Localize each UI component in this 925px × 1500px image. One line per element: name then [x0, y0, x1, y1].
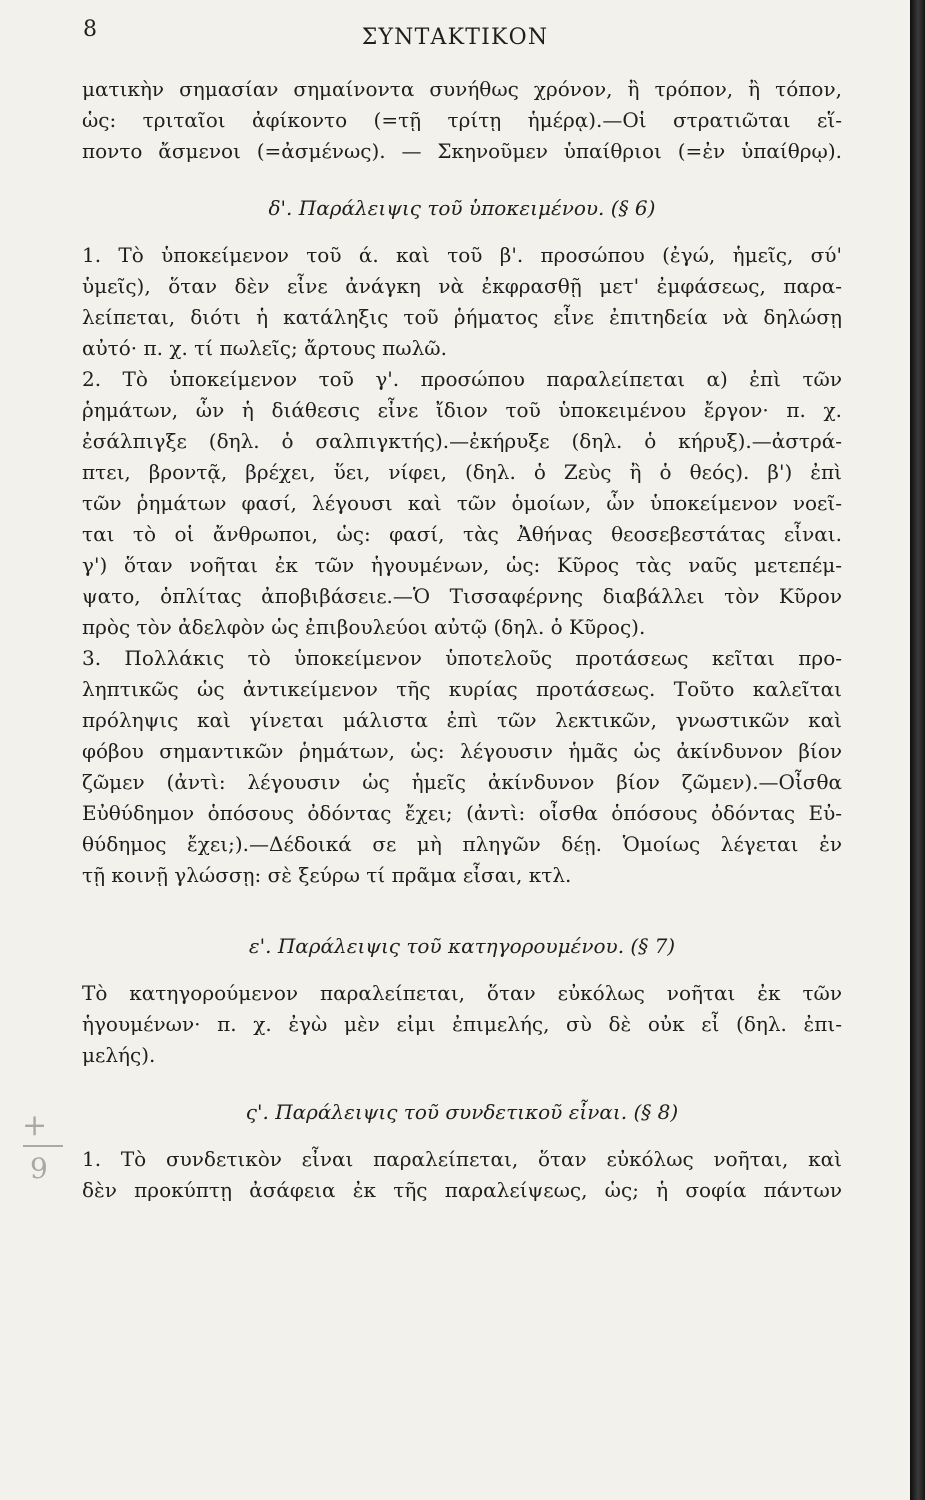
text-line: Τὸ κατηγορούμενον παραλείπεται, ὅταν εὐκόλως νοῆται ἐκ τῶν: [82, 981, 842, 1005]
section-heading: ς'. Παράλειψις τοῦ συνδετικοῦ εἶναι. (§ 8): [245, 1100, 679, 1124]
text-line: πτει, βροντᾷ, βρέχει, ὕει, νίφει, (δηλ. ὁ Ζεὺς ἢ ὁ θεός). β') ἐπὶ: [82, 460, 842, 484]
section-heading: ε'. Παράλειψις τοῦ κατηγορουμένου. (§ 7): [248, 934, 676, 958]
text-line: ψατο, ὁπλίτας ἀποβιβάσειε.—Ὁ Τισσαφέρνης διαβάλλει τὸν Κῦρον: [82, 584, 842, 608]
text-line: φόβου σημαντικῶν ῥημάτων, ὡς: λέγουσιν ἡμᾶς ὡς ἀκίνδυνον βίον: [82, 739, 842, 763]
text-line: Εὐθύδημον ὁπόσους ὀδόντας ἔχει; (ἀντὶ: οἶσθα ὁπόσους ὀδόντας Εὐ-: [82, 801, 842, 825]
margin-pencil-digit: 9: [30, 1152, 48, 1185]
page-header: [0, 15, 910, 60]
text-line: πρὸς τὸν ἀδελφὸν ὡς ἐπιβουλεύοι αὐτῷ (δηλ. ὁ Κῦρος).: [82, 615, 646, 639]
text-line: 2. Τὸ ὑποκείμενον τοῦ γ'. προσώπου παραλείπεται α) ἐπὶ τῶν: [82, 367, 842, 391]
text-line: ποντο ἄσμενοι (=ἀσμένως). — Σκηνοῦμεν ὑπαίθριοι (=ἐν ὑπαίθρῳ).: [82, 139, 842, 163]
text-line: ῥημάτων, ὧν ἡ διάθεσις εἶνε ἴδιον τοῦ ὑποκειμένου ἔργον· π. χ.: [82, 398, 842, 422]
text-line: λείπεται, διότι ἡ κατάληξις τοῦ ῥήματος εἶνε ἐπιτηδεία νὰ δηλώσῃ: [82, 305, 842, 329]
section-heading: δ'. Παράλειψις τοῦ ὑποκειμένου. (§ 6): [268, 196, 656, 220]
text-line: ται τὸ οἱ ἄνθρωποι, ὡς: φασί, τὰς Ἀθήνας θεοσεβεστάτας εἶναι.: [82, 522, 842, 546]
text-line: αὐτό· π. χ. τί πωλεῖς; ἄρτους πωλῶ.: [82, 336, 447, 360]
text-line: 1. Τὸ συνδετικὸν εἶναι παραλείπεται, ὅταν εὐκόλως νοῆται, καὶ: [82, 1147, 842, 1171]
text-line: 1. Τὸ ὑποκείμενον τοῦ ά. καὶ τοῦ β'. προσώπου (ἐγώ, ἡμεῖς, σύ': [82, 243, 842, 267]
text-line: ἡγουμένων· π. χ. ἐγὼ μὲν εἰμι ἐπιμελής, σὺ δὲ οὐκ εἶ (δηλ. ἐπι-: [82, 1012, 842, 1036]
text-line: ὡς: τριταῖοι ἀφίκοντο (=τῇ τρίτῃ ἡμέρᾳ).—Οἱ στρατιῶται εἵ-: [82, 108, 842, 132]
text-line: ζῶμεν (ἀντὶ: λέγουσιν ὡς ἡμεῖς ἀκίνδυνον βίον ζῶμεν).—Οἶσθα: [82, 770, 842, 794]
text-line: μελής).: [82, 1043, 156, 1067]
page-body: [82, 74, 842, 1206]
running-title: ΣΥΝΤΑΚΤΙΚΟΝ: [361, 25, 549, 50]
text-line: 3. Πολλάκις τὸ ὑποκείμενον ὑποτελοῦς προτάσεως κεῖται προ-: [82, 646, 842, 670]
text-line: θύδημος ἔχει;).—Δέδοικά σε μὴ πληγῶν δέῃ. Ὁμοίως λέγεται ἐν: [82, 832, 842, 856]
page-number: 8: [83, 17, 98, 42]
text-line: ματικὴν σημασίαν σημαίνοντα συνήθως χρόνον, ἢ τρόπον, ἢ τόπον,: [82, 77, 842, 101]
text-line: ἐσάλπιγξε (δηλ. ὁ σαλπιγκτής).—ἐκήρυξε (δηλ. ὁ κήρυξ).—ἀστρά-: [82, 429, 842, 453]
margin-pencil-rule: [23, 1145, 63, 1147]
text-line: πρόληψις καὶ γίνεται μάλιστα ἐπὶ τῶν λεκτικῶν, γνωστικῶν καὶ: [82, 708, 842, 732]
text-line: γ') ὅταν νοῆται ἐκ τῶν ἡγουμένων, ὡς: Κῦρος τὰς ναῦς μετεπέμ-: [82, 553, 842, 577]
text-line: ὑμεῖς), ὅταν δὲν εἶνε ἀνάγκη νὰ ἐκφρασθῇ μετ' ἐμφάσεως, παρα-: [82, 274, 842, 298]
text-line: τῶν ῥημάτων φασί, λέγουσι καὶ τῶν ὁμοίων, ὧν ὑποκείμενον νοεῖ-: [82, 491, 842, 515]
margin-pencil-mark: +: [22, 1108, 48, 1143]
page-edge-shadow: [910, 0, 925, 1500]
text-line: τῇ κοινῇ γλώσσῃ: σὲ ξεύρω τί πρᾶμα εἶσαι, κτλ.: [82, 863, 572, 887]
text-line: δὲν προκύπτῃ ἀσάφεια ἐκ τῆς παραλείψεως, ὡς; ἡ σοφία πάντων: [82, 1178, 842, 1202]
text-line: ληπτικῶς ὡς ἀντικείμενον τῆς κυρίας προτάσεως. Τοῦτο καλεῖται: [82, 677, 842, 701]
